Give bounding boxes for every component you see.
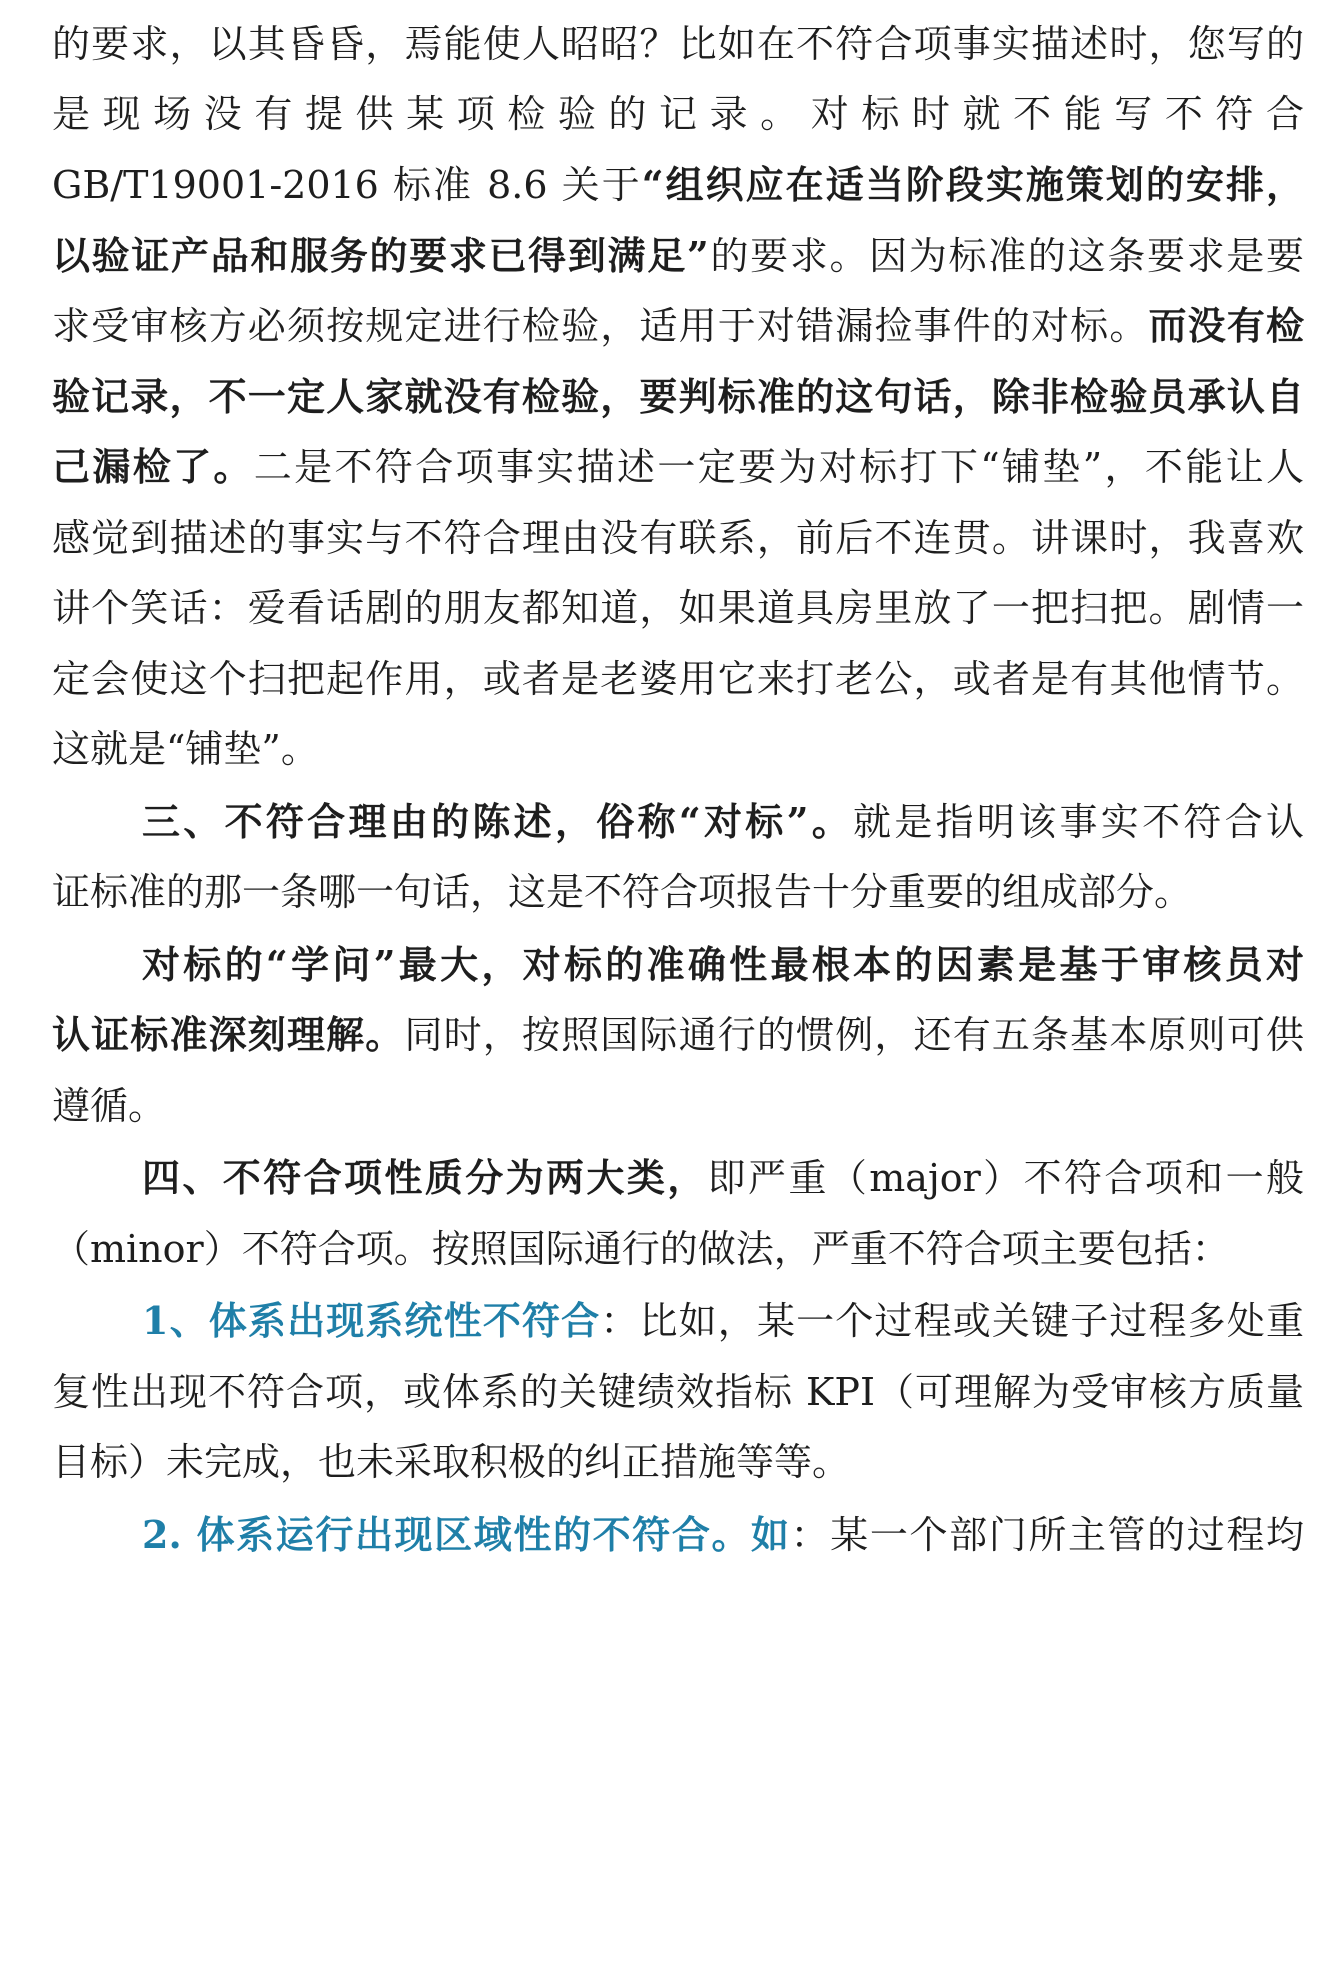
text-line: 认证标准深刻理解。同时，按照国际通行的惯例，还有五条基本原则可供 xyxy=(52,1012,1304,1057)
emphasis-text: 认证标准深刻理解。 xyxy=(52,1012,405,1057)
text-line: 定会使这个扫把起作用，或者是老婆用它来打老公，或者是有其他情节。 xyxy=(52,657,1304,701)
section-heading-line: 四、不符合项性质分为两大类，即严重（major）不符合项和一般 xyxy=(142,1155,1304,1200)
text-line: 证标准的那一条哪一句话，这是不符合项报告十分重要的组成部分。 xyxy=(52,870,1193,914)
text-line: 目标）未完成，也未采取积极的纠正措施等等。 xyxy=(52,1440,851,1484)
emphasis-text: 以验证产品和服务的要求已得到满足” xyxy=(52,233,709,278)
section-heading: 三、不符合理由的陈述，俗称“对标”。 xyxy=(142,799,854,844)
list-item-heading-line: 2. 体系运行出现区域性的不符合。如：某一个部门所主管的过程均 xyxy=(142,1512,1304,1557)
emphasis-text: 而没有检 xyxy=(1148,303,1304,348)
section-heading-line: 三、不符合理由的陈述，俗称“对标”。就是指明该事实不符合认 xyxy=(142,799,1304,844)
list-item-heading-line: 1、体系出现系统性不符合：比如，某一个过程或关键子过程多处重 xyxy=(142,1298,1304,1343)
text-line: 的要求，以其昏昏，焉能使人昭昭？比如在不符合项事实描述时，您写的 xyxy=(52,22,1304,66)
text-line: 对标的“学问”最大，对标的准确性最根本的因素是基于审核员对 xyxy=(142,942,1304,987)
text-line: 验记录，不一定人家就没有检验，要判标准的这句话，除非检验员承认自 xyxy=(52,374,1304,419)
text-line: 以验证产品和服务的要求已得到满足”的要求。因为标准的这条要求是要 xyxy=(52,233,1304,278)
text-line: GB/T19001-2016 标准 8.6 关于“组织应在适当阶段实施策划的安排， xyxy=(52,162,1304,207)
text-line: 讲个笑话：爱看话剧的朋友都知道，如果道具房里放了一把扫把。剧情一 xyxy=(52,586,1304,630)
list-item-heading: 2. 体系运行出现区域性的不符合。如 xyxy=(142,1512,791,1557)
text-line: （minor）不符合项。按照国际通行的做法，严重不符合项主要包括： xyxy=(52,1227,1230,1271)
list-item-heading: 1、体系出现系统性不符合 xyxy=(142,1298,601,1343)
text-line: 求受审核方必须按规定进行检验，适用于对错漏捡事件的对标。而没有检 xyxy=(52,303,1304,348)
emphasis-text: 己漏检了。 xyxy=(52,444,254,489)
emphasis-text: “组织应在适当阶段实施策划的安排， xyxy=(641,162,1304,207)
text-line: 感觉到描述的事实与不符合理由没有联系，前后不连贯。讲课时，我喜欢 xyxy=(52,516,1304,560)
text-line: 这就是“铺垫”。 xyxy=(52,727,319,771)
text-line: 是现场没有提供某项检验的记录。对标时就不能写不符合 xyxy=(52,92,1304,136)
section-heading: 四、不符合项性质分为两大类， xyxy=(142,1155,708,1200)
text-line: 遵循。 xyxy=(52,1084,167,1128)
text-line: 复性出现不符合项，或体系的关键绩效指标 KPI（可理解为受审核方质量 xyxy=(52,1370,1304,1414)
text-line: 己漏检了。二是不符合项事实描述一定要为对标打下“铺垫”，不能让人 xyxy=(52,444,1304,489)
